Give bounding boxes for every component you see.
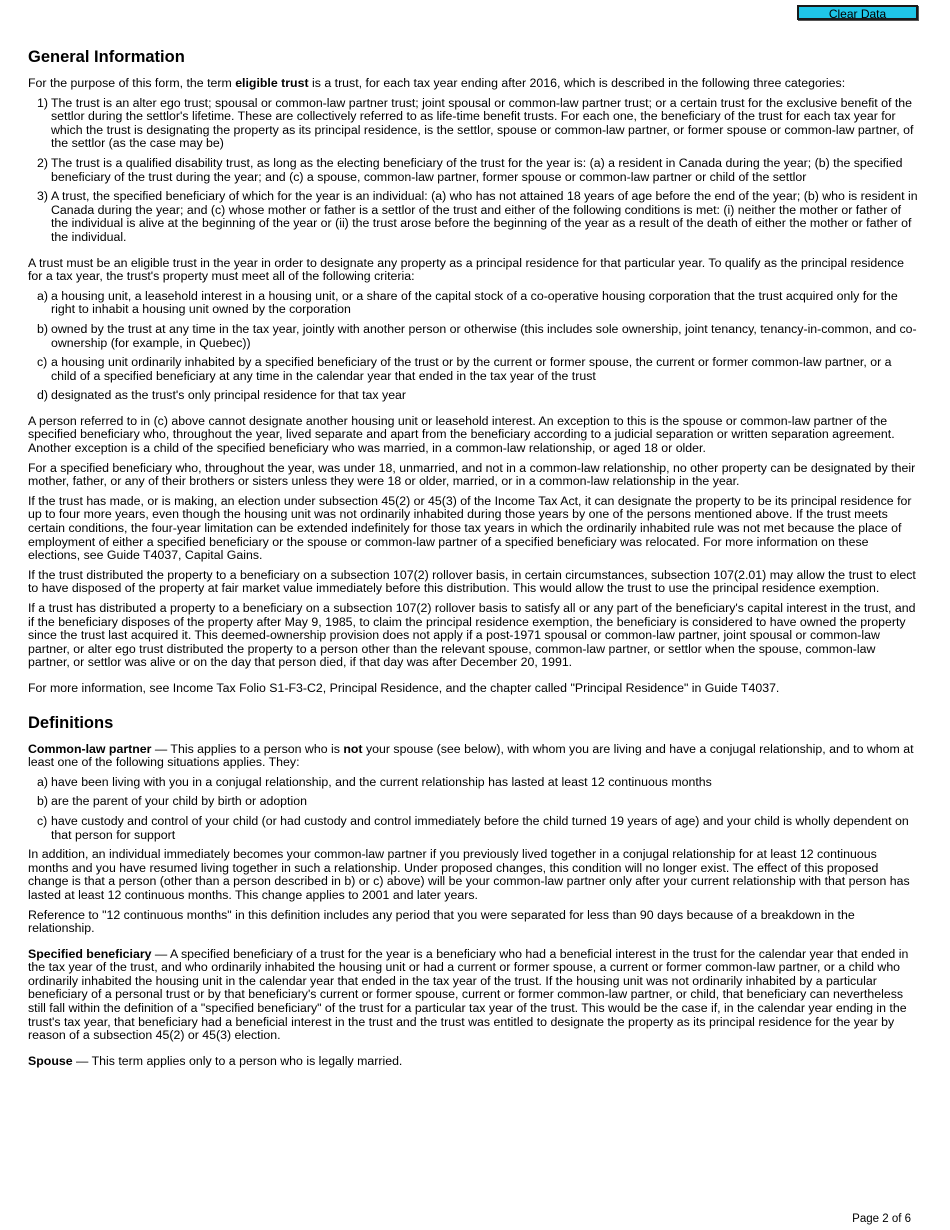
list-item: d) designated as the trust's only principal residence for that tax year (37, 388, 407, 403)
paragraph: A person referred to in (c) above cannot designate another housing unit or leasehold interest. An exception to this is the spouse or common-law partner of the specified beneficiary who, throughout the year, lived separate and apart from the beneficiary according to a judicial separation or written separation agreement. Another exception is a child of the specified beneficiary who was married, in a common-law relationship, or aged 18 or older. (28, 413, 895, 456)
page-content (28, 48, 920, 1074)
general-information-heading: General Information (28, 48, 185, 66)
list-item: 2) The trust is a qualified disability trust, as long as the electing beneficiary of the trust for the year is: (a) a resident in Canada during the year; (b) the specified beneficiary of the trust during the year; and (c) a spouse, common-law partner, former spouse or common-law partner or child of the settlor (37, 155, 903, 184)
paragraph: For more information, see Income Tax Folio S1-F3-C2, Principal Residence, and the chapter called "Principal Residence" in Guide T4037. (28, 680, 780, 695)
paragraph: For a specified beneficiary who, throughout the year, was under 18, unmarried, and not in a common-law relationship, no other property can be designated by their mother, father, or any of their brothers or sisters unless they were 18 or older, married, or in a common-law relationship in the year. (28, 460, 916, 489)
clear-data-button[interactable]: Clear Data (797, 5, 918, 20)
list-item: c) have custody and control of your child (or had custody and control immediately before the child turned 19 years of age) and your child is wholly dependent on that person for support (37, 813, 909, 842)
spouse-definition: Spouse — This term applies only to a person who is legally married. (28, 1053, 403, 1068)
paragraph: If a trust has distributed a property to a beneficiary on a subsection 107(2) rollover basis to satisfy all or any part of the beneficiary's capital interest in the trust, and if the beneficiary disposes of the property after May 9, 1985, to claim the principal residence exemption, the beneficiary is considered to have owned the property since the trust last acquired it. This deemed-ownership provision does not apply if a post-1971 spousal or common-law partner, joint spousal or common-law partner, or alter ego trust distributed the property to a person other than the relevant spouse, common-law partner, or settlor when the spouse, common-law partner, or settlor was alive or on the day that person died, if that day was after December 20, 1991. (28, 601, 916, 670)
principal-residence-criteria (28, 290, 920, 403)
list-item: c) a housing unit ordinarily inhabited by a specified beneficiary of the trust or by the current or former spouse, the current or former common-law partner, or a child of a specified beneficiary at any time in the calendar year that ended in the tax year of the trust (37, 355, 892, 383)
list-item: 1) The trust is an alter ego trust; spousal or common-law partner trust; joint spousal or common-law partner trust; or a certain trust for the exclusive benefit of the settlor during the settlor's lifetime. These are collectively referred to as life-time benefit trusts. For each one, the beneficiary of the trust for each tax year for which the trust is designating the property as its principal residence, is the settlor, spouse or common-law partner, or former spouse or common-law partner, of the settlor (as the case may be) (37, 95, 914, 151)
paragraph: If the trust has made, or is making, an election under subsection 45(2) or 45(3) of the Income Tax Act, it can designate the property to be its principal residence for up to four more years, even though the housing unit was not ordinarily inhabited during those years by one of the persons mentioned above. If the trust meets certain conditions, the four-year limitation can be extended indefinitely for those tax years in which the ordinarily inhabited rule was not met because the place of employment of either a specified beneficiary or the spouse or common-law partner of a specified beneficiary was relocated. For more information on these elections, see Guide T4037, Capital Gains. (28, 493, 912, 563)
page-number: Page 2 of 6 (852, 1213, 911, 1225)
list-item: a) have been living with you in a conjugal relationship, and the current relationship has lasted at least 12 continuous months (37, 774, 712, 789)
list-item: b) owned by the trust at any time in the tax year, jointly with another person or otherwise (this includes sole ownership, joint tenancy, tenancy-in-common, and co-ownership (for example, in Quebec)) (37, 321, 917, 350)
common-law-partner-definition: Common-law partner — This applies to a person who is not your spouse (see below), with whom you are living and have a conjugal relationship, and to whom at least one of the following situations applies. They: (28, 741, 914, 770)
eligible-trust-intro: For the purpose of this form, the term eligible trust is a trust, for each tax year ending after 2016, which is described in the following three categories: (28, 76, 846, 90)
eligible-trust-categories (28, 97, 920, 245)
common-law-reference: Reference to "12 continuous months" in this definition includes any period that you were separated for less than 90 days because of a breakdown in the relationship. (28, 907, 855, 936)
list-item: a) a housing unit, a leasehold interest in a housing unit, or a share of the capital stock of a co-operative housing corporation that the trust acquired only for the right to inhabit a housing unit owned by the corporation (37, 288, 898, 317)
common-law-addition: In addition, an individual immediately becomes your common-law partner if you previously lived together in a conjugal relationship for at least 12 continuous months and you have resumed living together in such a relationship. Under proposed changes, this condition will no longer exist. The effect of this proposed change is that a person (other than a person described in b) or c) above) will be your common-law partner only after your current relationship with that person has lasted at least 12 continuous months. This change applies to 2001 and later years. (28, 847, 910, 902)
list-item: b) are the parent of your child by birth or adoption (37, 794, 307, 809)
specified-beneficiary-definition: Specified beneficiary — A specified beneficiary of a trust for the year is a beneficiary who had a beneficial interest in the trust for the calendar year that ended in the tax year of the trust, and who ordinarily inhabited the housing unit or had a current or former spouse, a current or former common-law partner, or a child who ordinarily inhabited the housing unit in the calendar year that ended in the tax year of the trust. If the housing unit was not ordinarily inhabited by a particular beneficiary of a personal trust or by that beneficiary's current or former spouse, current or former common-law partner, or child, that beneficiary can nevertheless still fall within the definition of a "specified beneficiary" of the trust for a particular tax year of the trust. This would be the case if, in the calendar year ending in the trust's tax year, that beneficiary had a beneficial interest in the trust and the trust was entitled to designate the property as its principal residence for the year by reason of a subsection 45(2) or 45(3) election. (28, 946, 909, 1043)
criteria-intro: A trust must be an eligible trust in the year in order to designate any property as a principal residence for that particular year. To qualify as the principal residence for a tax year, the trust's property must meet all of the following criteria: (28, 255, 904, 284)
definitions-heading: Definitions (28, 713, 114, 732)
paragraph: If the trust distributed the property to a beneficiary on a subsection 107(2) rollover basis, in certain circumstances, subsection 107(2.01) may allow the trust to elect to have disposed of the property at fair market value immediately before this distribution. This would allow the trust to use the principal residence exemption. (28, 567, 916, 596)
common-law-situations (28, 776, 920, 842)
list-item: 3) A trust, the specified beneficiary of which for the year is an individual: (a) who has not attained 18 years of age before the end of the year; (b) who is resident in Canada during the year; and (c) whose mother or father is a settlor of the trust and either of the following conditions is met: (i) neither the mother or father of the individual is alive at the beginning of the year or (ii) the trust arose before the beginning of the year as a result of the death of either the mother or father of the individual. (37, 189, 918, 244)
